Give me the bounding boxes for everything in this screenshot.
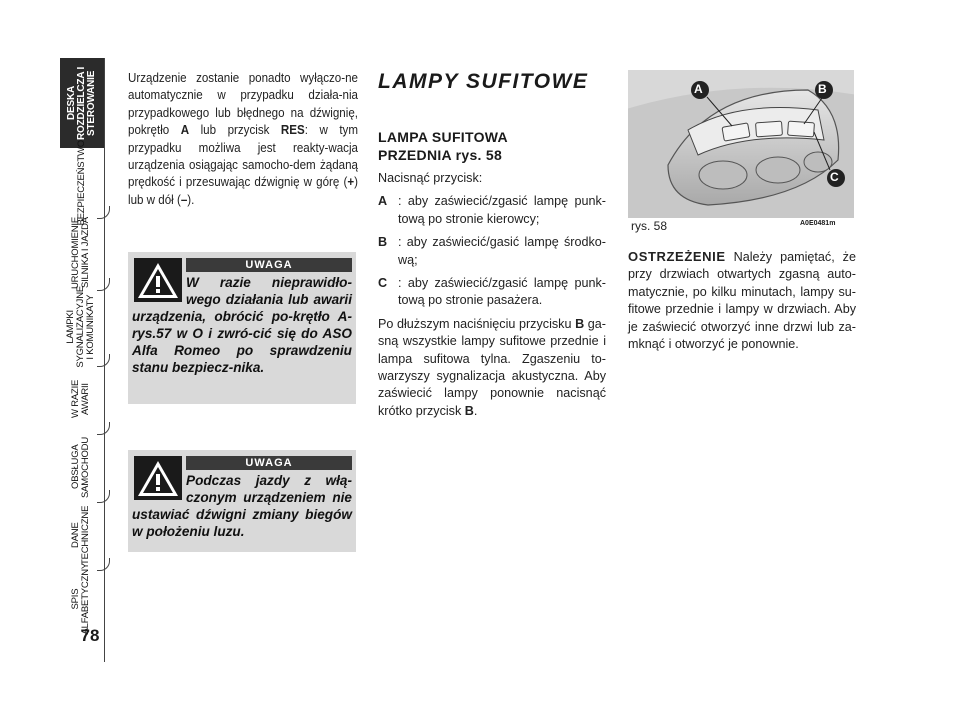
item-key: A <box>378 194 388 209</box>
key-a: A <box>180 123 190 138</box>
tab-lampki[interactable] <box>60 286 104 368</box>
item-key: C <box>378 276 388 291</box>
callout-label-a: A <box>694 82 703 96</box>
key-b: B <box>464 403 474 418</box>
warning-heading: UWAGA <box>186 258 352 272</box>
intro-text: Urządzenie zostanie ponadto wyłączo-ne automatycznie w przypadku działa-nia przypadkowego lub błędnego na dźwignię, pokrętło <box>128 71 358 138</box>
intro-text: ) lub w dół ( <box>128 175 358 207</box>
intro-text: ). <box>187 192 195 207</box>
chapter-tabs <box>60 58 110 635</box>
section-title: LAMPY SUFITOWE <box>378 70 589 93</box>
tab-deska-rozdzielcza[interactable] <box>60 58 104 148</box>
warning-text: Podczas jazdy z włą-czonym urządzeniem nie ustawiać dźwigni zmiany biegów w położeniu luzu. <box>132 473 352 539</box>
paragraph-text: Po dłuższym naciśnięciu przycisku <box>378 316 576 331</box>
key-res: RES <box>280 123 305 138</box>
figure-code: A0E0481m <box>800 220 836 227</box>
subtitle-line: LAMPA SUFITOWA <box>378 129 508 145</box>
column-2 <box>378 70 606 420</box>
note-text: Należy pamiętać, że przy drzwiach otwartych zgasną auto-matycznie, po kilku minutach, lampy su-fitowe przednie i lampy w drzwiach. Aby je zaświecić otworzyć inne drzwi lub za-mknąć i otworzyć je ponownie. <box>628 250 856 352</box>
page-number: 78 <box>80 626 100 645</box>
tab-label: DANE TECHNICZNE <box>70 505 91 565</box>
paragraph-text: . <box>473 403 478 418</box>
tab-obsluga[interactable] <box>60 434 104 500</box>
item-key: B <box>378 235 388 250</box>
subsection-title <box>378 128 606 164</box>
subtitle-line: PRZEDNIA rys. 58 <box>378 147 503 163</box>
text-float-shim <box>132 472 186 504</box>
column-1 <box>128 70 358 209</box>
figure-caption: rys. 58 <box>631 219 668 233</box>
warning-box-2 <box>128 450 356 552</box>
tab-label: LAMPKI SYGNALIZACYJNE I KOMUNIKATY <box>65 286 96 368</box>
tab-label: DESKA ROZDZIELCZA I STEROWANIE <box>66 66 97 140</box>
intro-paragraph <box>128 70 358 209</box>
intro-text: lub przycisk <box>189 123 281 138</box>
key-b: B <box>575 316 585 331</box>
list-item <box>378 193 606 228</box>
tab-dane-techniczne[interactable] <box>60 502 104 568</box>
press-instruction: Nacisnąć przycisk: <box>378 171 483 185</box>
long-press-paragraph <box>378 316 606 420</box>
minus-symbol: – <box>180 192 188 207</box>
tab-label: URUCHOMIENIE SILNIKA I JAZDA <box>70 216 91 290</box>
note-lead: OSTRZEŻENIE <box>628 249 726 264</box>
text-float-shim <box>132 274 186 306</box>
item-text: : aby zaświecić/zgasić lampę punk-tową po stronie pasażera. <box>398 276 606 308</box>
tab-uruchomienie[interactable] <box>60 218 104 288</box>
list-item <box>378 275 606 310</box>
ceiling-lamp-figure <box>628 70 854 218</box>
tab-label: BEZPIECZEŃSTWO <box>76 140 87 226</box>
plus-symbol: + <box>347 175 355 190</box>
tab-label: OBSŁUGA SAMOCHODU <box>70 436 91 498</box>
warning-text: W razie nieprawidło-wego działania lub awarii urządzenia, obrócić po-krętło A-rys.57 w O i zwró-cić się do ASO Alfa Romeo po sprawdzeniu stanu bezpiecz-nika. <box>132 275 352 375</box>
intro-text: : w tym przypadku możliwa jest reakty-wacja urządzenia osiągając samocho-dem żądaną prędkość i przesuwając dźwignię w górę ( <box>128 123 358 190</box>
warning-note <box>628 248 856 353</box>
tab-spis[interactable] <box>60 563 104 635</box>
tab-w-razie-awarii[interactable] <box>60 366 104 432</box>
tab-label: SPIS ALFABETYCZNY <box>70 563 91 635</box>
tab-bezpieczenstwo[interactable] <box>60 140 104 226</box>
callout-label-b: B <box>818 82 827 96</box>
callout-label-c: C <box>830 170 839 184</box>
warning-heading: UWAGA <box>186 456 352 470</box>
warning-box-1 <box>128 252 356 404</box>
tab-label: W RAZIE AWARII <box>70 379 91 419</box>
tabs-border <box>104 58 105 618</box>
list-item <box>378 234 606 269</box>
item-text: : aby zaświecić/gasić lampę środko-wą; <box>398 235 606 267</box>
item-text: : aby zaświecić/zgasić lampę punk-tową po stronie kierowcy; <box>398 194 606 226</box>
paragraph-text: ga-sną wszystkie lampy sufitowe przednie i lampa sufitowa tylna. Zgaszeniu to-warzyszy sygnalizacja akustyczna. Aby zaświecić lampy ponownie nacisnąć krótko przycisk <box>378 316 606 418</box>
